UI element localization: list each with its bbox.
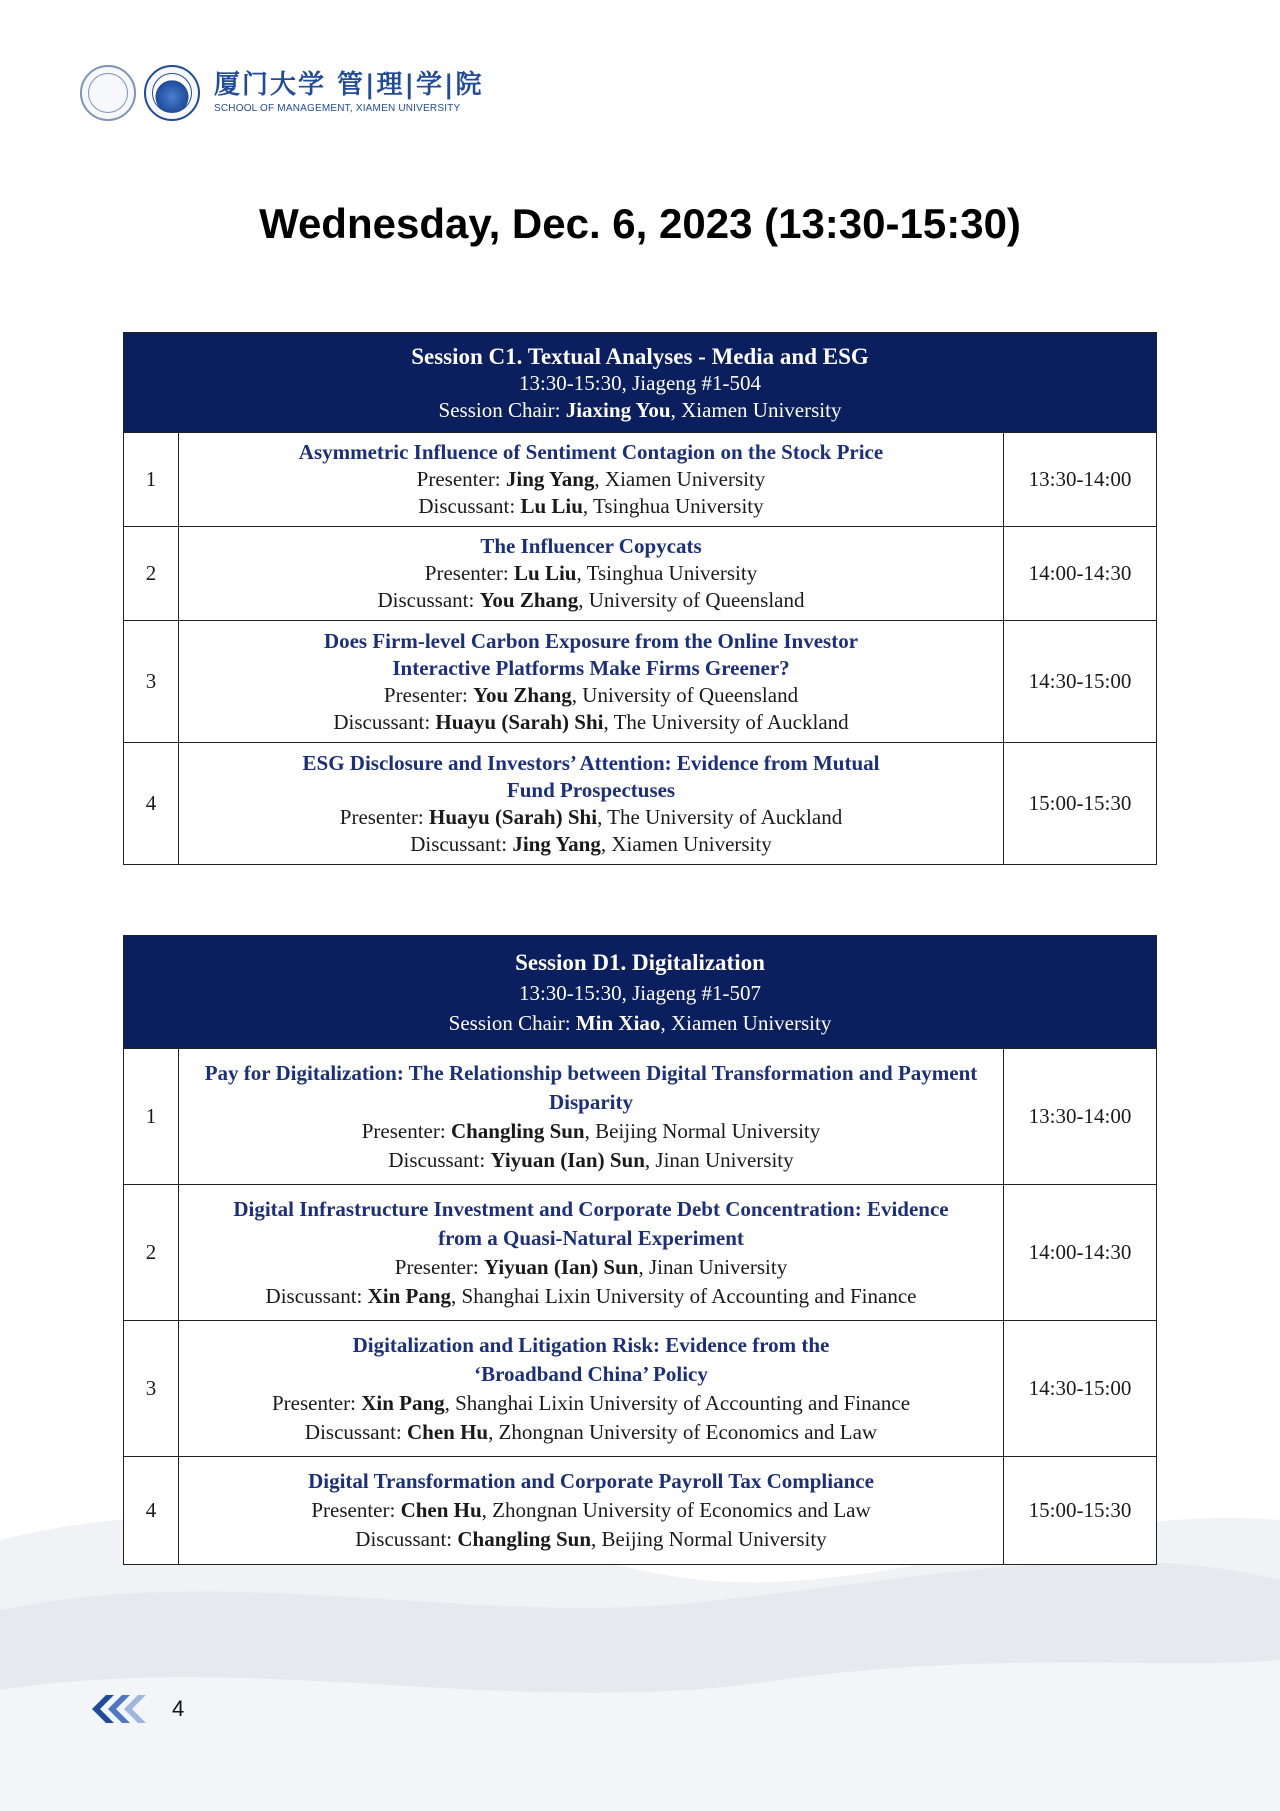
discussant-line: Discussant: Huayu (Sarah) Shi, The University of Auckland [333, 709, 849, 734]
session-time-room: 13:30-15:30, Jiageng #1-504 [518, 371, 762, 395]
presenter-line: Presenter: Xin Pang, Shanghai Lixin University of Accounting and Finance [271, 1390, 911, 1415]
session-header [124, 936, 1157, 1049]
time-slot: 14:30-15:00 [1004, 1321, 1157, 1457]
logo-chinese-name: 厦门大学 管|理|学|院 [214, 70, 484, 100]
discussant-line: Discussant: Chen Hu, Zhongnan University of Economics and Law [304, 1419, 878, 1444]
page-footer [88, 1693, 184, 1725]
presenter-line: Presenter: Changling Sun, Beijing Normal University [361, 1118, 821, 1143]
presenter-name: Jing Yang [505, 467, 595, 491]
page-title: Wednesday, Dec. 6, 2023 (13:30-15:30) [259, 200, 1021, 247]
paper-title: Does Firm-level Carbon Exposure from the Online Investor Interactive Platforms Make Firms Greener? [323, 628, 859, 680]
time-slot: 14:00-14:30 [1004, 1185, 1157, 1321]
table-row [124, 743, 1157, 865]
session-chair: Session Chair: Min Xiao, Xiamen University [448, 1011, 832, 1035]
row-number: 2 [124, 527, 179, 621]
discussant-line: Discussant: You Zhang, University of Queensland [377, 588, 805, 612]
presenter-line: Presenter: Yiyuan (Ian) Sun, Jinan University [394, 1254, 788, 1279]
paper-title: The Influencer Copycats [480, 534, 702, 558]
time-slot: 14:00-14:30 [1004, 527, 1157, 621]
paper-title: Digital Infrastructure Investment and Corporate Debt Concentration: Evidence from a Quasi-Natural Experiment [233, 1196, 949, 1250]
paper-title: Digitalization and Litigation Risk: Evidence from the ‘Broadband China’ Policy [352, 1332, 830, 1386]
paper-title: Pay for Digitalization: The Relationship between Digital Transformation and Payment Disparity [204, 1060, 978, 1114]
time-slot: 15:00-15:30 [1004, 743, 1157, 865]
table-row [124, 433, 1157, 527]
table-row [124, 527, 1157, 621]
logo-english-name: SCHOOL OF MANAGEMENT, XIAMEN UNIVERSITY [214, 103, 461, 114]
presenter-line: Presenter: Jing Yang, Xiamen University [416, 467, 766, 491]
paper-cell [179, 527, 1004, 621]
row-number: 3 [124, 1321, 179, 1457]
discussant-line: Discussant: Jing Yang, Xiamen University [410, 831, 772, 856]
table-row [124, 1321, 1157, 1457]
chair-name: Min Xiao [575, 1011, 661, 1035]
presenter-line: Presenter: Lu Liu, Tsinghua University [424, 561, 758, 585]
row-number: 4 [124, 1457, 179, 1565]
row-number: 3 [124, 621, 179, 743]
discussant-line: Discussant: Changling Sun, Beijing Normal University [355, 1527, 827, 1551]
logo-text [214, 72, 484, 114]
paper-cell [179, 621, 1004, 743]
university-seal-icon [80, 65, 136, 121]
table-row [124, 621, 1157, 743]
presenter-name: Chen Hu [400, 1498, 482, 1522]
presenter-name: Huayu (Sarah) Shi [429, 804, 598, 829]
paper-cell [179, 1457, 1004, 1565]
presenter-line: Presenter: Chen Hu, Zhongnan University of Economics and Law [311, 1498, 871, 1522]
discussant-name: Xin Pang [367, 1283, 452, 1308]
paper-cell [179, 1321, 1004, 1457]
session-d1-table [123, 935, 1157, 1565]
time-slot: 13:30-14:00 [1004, 1049, 1157, 1185]
presenter-name: Xin Pang [361, 1390, 445, 1415]
paper-title: ESG Disclosure and Investors’ Attention: Evidence from Mutual Fund Prospectuses [302, 750, 880, 802]
row-number: 1 [124, 1049, 179, 1185]
discussant-line: Discussant: Lu Liu, Tsinghua University [418, 494, 764, 518]
session-c1-table [123, 332, 1157, 865]
school-emblem-icon [144, 65, 200, 121]
paper-cell [179, 1185, 1004, 1321]
school-logo [80, 62, 484, 124]
paper-title: Digital Transformation and Corporate Payroll Tax Compliance [308, 1469, 874, 1493]
table-row [124, 1049, 1157, 1185]
discussant-line: Discussant: Xin Pang, Shanghai Lixin University of Accounting and Finance [265, 1283, 917, 1308]
discussant-name: You Zhang [479, 588, 579, 612]
row-number: 4 [124, 743, 179, 865]
session-header [124, 333, 1157, 433]
session-title: Session D1. Digitalization [515, 950, 765, 975]
row-number: 2 [124, 1185, 179, 1321]
discussant-name: Yiyuan (Ian) Sun [490, 1147, 645, 1172]
session-chair: Session Chair: Jiaxing You, Xiamen University [438, 398, 842, 422]
time-slot: 15:00-15:30 [1004, 1457, 1157, 1565]
presenter-line: Presenter: You Zhang, University of Queensland [383, 682, 799, 707]
paper-title: Asymmetric Influence of Sentiment Contagion on the Stock Price [298, 440, 884, 464]
presenter-name: Lu Liu [514, 561, 577, 585]
chair-name: Jiaxing You [565, 398, 671, 422]
paper-cell [179, 743, 1004, 865]
session-time-room: 13:30-15:30, Jiageng #1-507 [518, 981, 762, 1005]
presenter-name: Changling Sun [450, 1118, 585, 1143]
discussant-name: Lu Liu [520, 494, 583, 518]
table-row [124, 1185, 1157, 1321]
page-number: 4 [172, 1696, 185, 1721]
presenter-name: Yiyuan (Ian) Sun [484, 1254, 639, 1279]
session-title: Session C1. Textual Analyses - Media and ESG [411, 344, 869, 369]
discussant-name: Huayu (Sarah) Shi [435, 709, 604, 734]
time-slot: 13:30-14:00 [1004, 433, 1157, 527]
table-row [124, 1457, 1157, 1565]
presenter-name: You Zhang [473, 682, 572, 707]
double-chevron-left-icon [88, 1693, 158, 1725]
presenter-line: Presenter: Huayu (Sarah) Shi, The University of Auckland [339, 804, 843, 829]
discussant-name: Jing Yang [512, 831, 601, 856]
row-number: 1 [124, 433, 179, 527]
discussant-name: Changling Sun [457, 1527, 592, 1551]
discussant-line: Discussant: Yiyuan (Ian) Sun, Jinan University [388, 1147, 794, 1172]
time-slot: 14:30-15:00 [1004, 621, 1157, 743]
paper-cell [179, 1049, 1004, 1185]
paper-cell [179, 433, 1004, 527]
discussant-name: Chen Hu [406, 1419, 489, 1444]
